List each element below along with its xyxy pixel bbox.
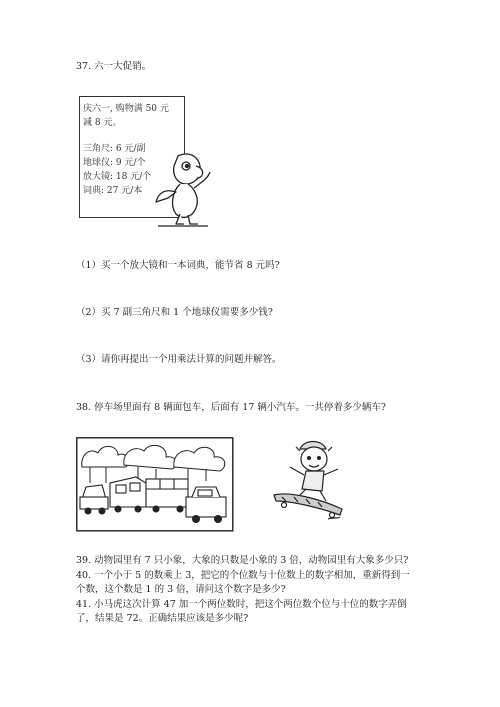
q38-title: 38. 停车场里面有 8 辆面包车，后面有 17 辆小汽车。一共停着多少辆车? [76, 402, 386, 413]
price-item: 三角尺: 6 元/副 [83, 144, 146, 154]
q40-line2: 个数，这个数是 1 的 3 倍，请问这个数字是多少? [76, 584, 286, 595]
price-item: 地球仪: 9 元/个 [83, 158, 146, 168]
q37-sub3: （3）请你再提出一个用乘法计算的问题并解答。 [76, 354, 282, 365]
q37-title: 37. 六一大促销。 [76, 61, 152, 72]
price-item: 词典: 27 元/本 [83, 186, 143, 196]
parrot-illustration [150, 148, 212, 230]
q41-line1: 41. 小马虎这次计算 47 加一个两位数时，把这个两位数个位与十位的数字弄倒 [76, 599, 407, 610]
q39-text: 39. 动物园里有 7 只小象，大象的只数是小象的 3 倍，动物园里有大象多少只? [76, 555, 409, 566]
skateboard-kid-illustration [270, 437, 348, 522]
q40-line1: 40. 一个小于 5 的数乘上 3，把它的个位数与十位数上的数字相加，重新得到一 [76, 570, 410, 581]
q37-sub1: （1）买一个放大镜和一本词典，能节省 8 元吗? [76, 260, 280, 271]
q37-sub2: （2）买 7 副三角尺和 1 个地球仪需要多少钱? [76, 307, 273, 318]
price-item: 放大镜: 18 元/个 [83, 172, 152, 182]
q41-line2: 了，结果是 72。正确结果应该是多少呢? [76, 613, 249, 624]
parking-lot-illustration [76, 437, 234, 532]
promo-line-1: 庆六一, 购物满 50 元 [83, 104, 169, 114]
promo-line-2: 减 8 元。 [83, 118, 122, 128]
